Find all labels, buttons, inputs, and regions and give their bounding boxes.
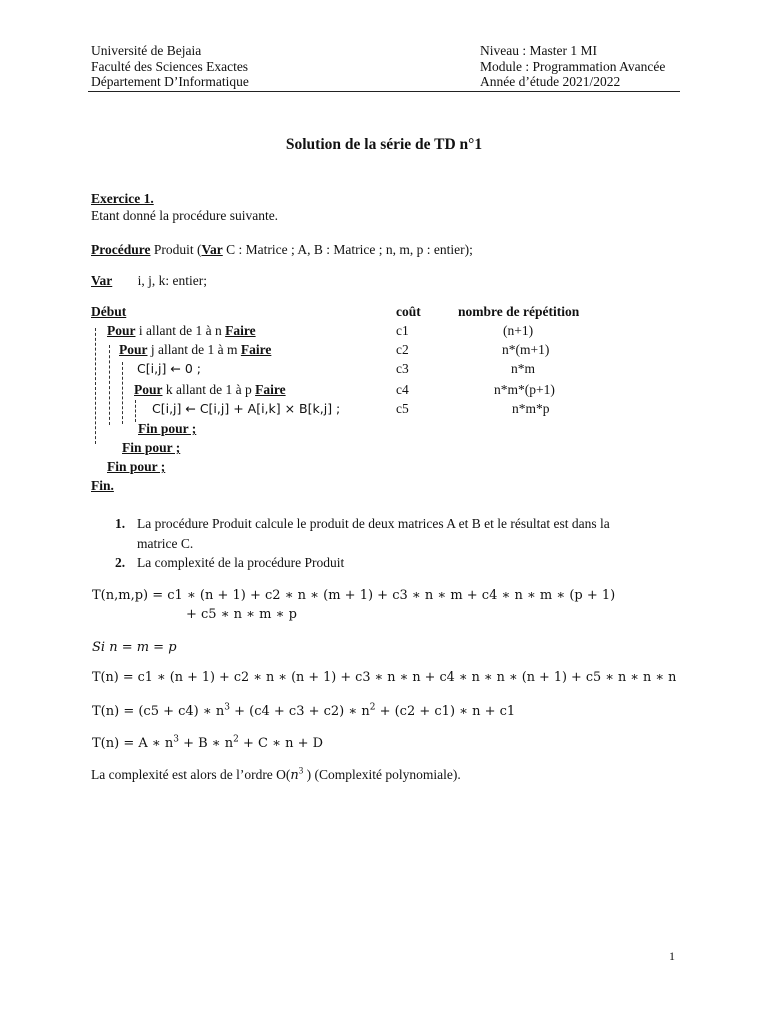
procedure-keyword: Procédure [91, 242, 151, 257]
cost-c2: c2 [396, 342, 409, 357]
university-name: Université de Bejaia [91, 43, 202, 58]
rep-row5: n*m*p [512, 401, 550, 416]
cost-c3: c3 [396, 361, 409, 376]
cost-c5: c5 [396, 401, 409, 416]
var-keyword-inline: Var [201, 242, 223, 257]
exercise-heading: Exercice 1. [91, 191, 154, 206]
indent-guide-3 [122, 362, 123, 424]
exponent-2: 2 [233, 734, 239, 745]
conclusion-text: La complexité est alors de l’ordre O( [91, 767, 291, 782]
header-right [480, 43, 665, 90]
level: Niveau : Master 1 MI [480, 43, 597, 58]
equation-t-n-grouped [92, 704, 515, 719]
var-decl-text: i, j, k: entier; [137, 273, 207, 288]
eq4-part3: + (c2 + c1) ∗ n + c1 [375, 704, 516, 719]
faire-keyword: Faire [255, 382, 286, 397]
indent-guide-2 [109, 345, 110, 425]
faire-keyword: Faire [240, 342, 272, 357]
page-title: Solution de la série de TD n°1 [285, 136, 483, 153]
loop-i-text: i allant de 1 à n [135, 323, 226, 338]
fin-keyword: Fin. [91, 478, 114, 493]
loop-j-line [119, 342, 271, 358]
loop-k-line [134, 382, 286, 398]
cost-c4: c4 [396, 382, 409, 397]
page-number: 1 [669, 949, 675, 963]
procedure-signature [91, 242, 473, 258]
cost-c1: c1 [396, 323, 409, 338]
cost-header: coût [396, 304, 421, 319]
multiply-accumulate-line: C[i,j] ← C[i,j] + A[i,k] × B[k,j] ; [152, 401, 341, 416]
rep-row1: (n+1) [503, 323, 534, 338]
answer-1-text: La procédure Produit calcule le produit de deux matrices A et B et le résultat est dans la [137, 516, 610, 531]
pour-keyword: Pour [134, 382, 163, 397]
eq5-part1: T(n) = A ∗ n [92, 736, 174, 751]
debut-keyword: Début [91, 304, 127, 319]
exponent-2: 2 [369, 702, 376, 713]
pour-keyword: Pour [119, 342, 148, 357]
conclusion-tail: ) (Complexité polynomiale). [303, 767, 461, 782]
faculty-name: Faculté des Sciences Exactes [91, 58, 249, 74]
answer-2 [115, 555, 344, 571]
fin-pour-k: Fin pour ; [138, 421, 197, 436]
eq4-part2: + (c4 + c3 + c2) ∗ n [229, 704, 370, 719]
indent-guide-4 [135, 400, 136, 422]
fin-pour-i: Fin pour ; [107, 459, 166, 474]
equation-t-n-polynomial [92, 736, 323, 751]
eq5-part3: + C ∗ n + D [238, 736, 324, 751]
header-divider [88, 91, 680, 92]
rep-row3: n*m [511, 361, 536, 376]
conclusion-exponent: 3 [298, 765, 304, 776]
fin-pour-j: Fin pour ; [122, 440, 181, 455]
exponent-3: 3 [173, 734, 179, 745]
equation-condition: Si n = m = p [92, 640, 177, 655]
loop-j-text: j allant de 1 à m [147, 342, 241, 357]
loop-i-line [107, 323, 256, 339]
faire-keyword: Faire [225, 323, 256, 338]
exponent-3: 3 [224, 702, 230, 713]
var-declaration [91, 273, 207, 289]
answer-1 [115, 516, 610, 532]
answer-2-text: La complexité de la procédure Produit [137, 555, 345, 570]
conclusion [91, 767, 461, 783]
eq4-part1: T(n) = (c5 + c4) ∗ n [92, 704, 225, 719]
rep-row4: n*m*(p+1) [494, 382, 555, 397]
conclusion-n: n [290, 768, 299, 783]
procedure-params: C : Matrice ; A, B : Matrice ; n, m, p : entier); [222, 242, 473, 257]
answer-number: 1. [115, 516, 126, 531]
academic-year: Année d’étude 2021/2022 [480, 74, 621, 89]
rep-row2: n*(m+1) [502, 342, 550, 357]
equation-t-nmp: T(n,m,p) = c1 ∗ (n + 1) + c2 ∗ n ∗ (m + 1) + c3 ∗ n ∗ m + c4 ∗ n ∗ m ∗ (p + 1) [92, 588, 616, 603]
department-name: Département D’Informatique [91, 74, 249, 89]
repetition-header: nombre de répétition [458, 304, 580, 319]
answer-1-continuation: matrice C. [137, 536, 194, 551]
eq5-part2: + B ∗ n [178, 736, 234, 751]
header-left [91, 43, 249, 90]
module: Module : Programmation Avancée [480, 58, 666, 74]
loop-k-text: k allant de 1 à p [162, 382, 256, 397]
answer-number: 2. [115, 555, 126, 570]
equation-t-n-expanded: T(n) = c1 ∗ (n + 1) + c2 ∗ n ∗ (n + 1) + c3 ∗ n ∗ n + c4 ∗ n ∗ n ∗ (n + 1) + c5 ∗ n ∗ n ∗ n [92, 670, 677, 685]
pour-keyword: Pour [107, 323, 136, 338]
exercise-intro: Etant donné la procédure suivante. [91, 208, 279, 223]
indent-guide-1 [95, 328, 96, 444]
equation-t-nmp-continued: + c5 ∗ n ∗ m ∗ p [186, 607, 297, 622]
procedure-name: Produit ( [150, 242, 202, 257]
assign-zero-line: C[i,j] ← 0 ; [137, 361, 201, 376]
var-keyword: Var [91, 273, 113, 288]
